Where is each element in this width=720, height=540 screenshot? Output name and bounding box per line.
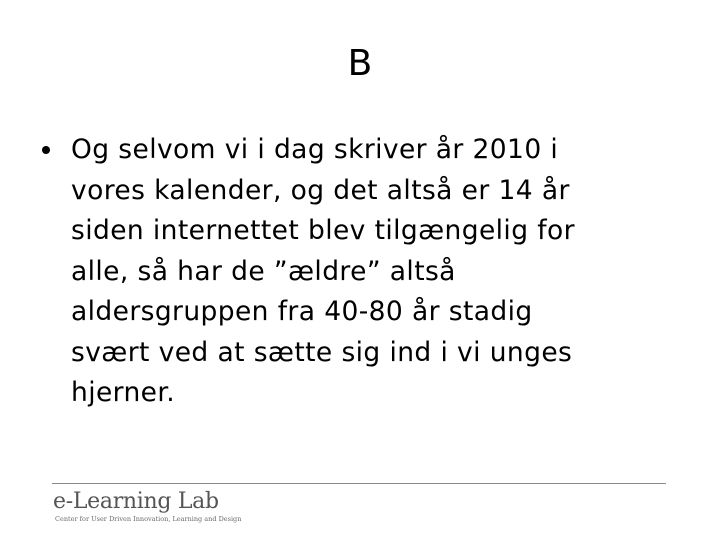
bullet-line: Og selvom vi i dag skriver år 2010 i: [71, 134, 559, 165]
bullet-line: svært ved at sætte sig ind i vi unges: [71, 336, 573, 368]
slide-title: B: [347, 43, 373, 84]
logo-tagline: Center for User Driven Innovation, Learning and Design: [55, 515, 242, 523]
logo-name: e-Learning Lab: [53, 489, 219, 514]
bullet-line: siden internettet blev tilgængelig for: [71, 215, 575, 246]
footer-divider: [52, 483, 666, 484]
bullet-line: hjerner.: [71, 377, 176, 408]
bullet-list: [38, 130, 668, 414]
bullet-dot-icon: [42, 146, 50, 154]
bullet-line: aldersgruppen fra 40-80 år stadig: [71, 296, 533, 327]
bullet-line: alle, så har de ”ældre” altså: [71, 255, 456, 287]
elearning-lab-logo: [53, 489, 253, 525]
bullet-line: vores kalender, og det altså er 14 år: [71, 174, 570, 206]
bullet-item: [38, 130, 668, 414]
